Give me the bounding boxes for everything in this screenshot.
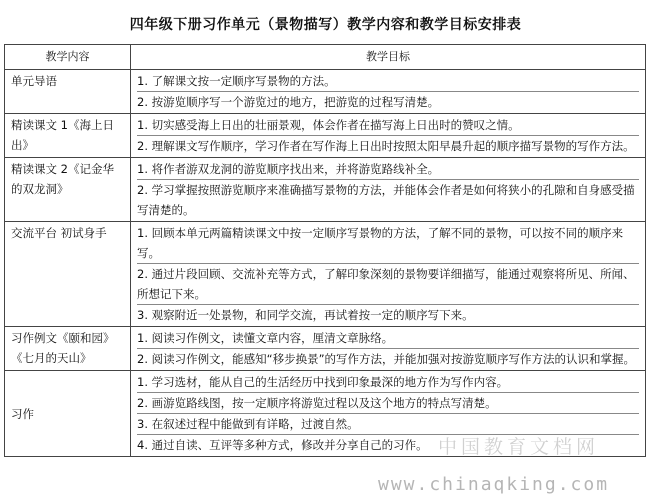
table-header-row <box>5 45 646 70</box>
goal-item: 2. 按游览顺序写一个游览过的地方，把游览的过程写清楚。 <box>137 91 639 112</box>
goal-item: 2. 理解课文写作顺序，学习作者在写作海上日出时按照太阳早晨升起的顺序描写景物的写作方法。 <box>137 135 639 156</box>
goal-item: 1. 了解课文按一定顺序写景物的方法。 <box>137 74 336 88</box>
goal-item: 4. 通过自读、互评等多种方式，修改并分享自己的习作。 <box>137 434 639 455</box>
page-title: 四年级下册习作单元（景物描写）教学内容和教学目标安排表 <box>129 17 522 33</box>
row-label: 习作例文《颐和园》《七月的天山》 <box>5 327 131 371</box>
header-content: 教学内容 <box>5 45 131 70</box>
goal-item: 1. 学习选材，能从自己的生活经历中找到印象最深的地方作为写作内容。 <box>137 375 509 389</box>
table-row <box>5 70 646 114</box>
row-goals <box>131 222 646 327</box>
table-row <box>5 327 646 371</box>
row-goals <box>131 327 646 371</box>
goal-item: 3. 观察附近一处景物，和同学交流，再试着按一定的顺序写下来。 <box>137 304 639 325</box>
row-label: 单元导语 <box>5 70 131 114</box>
goal-item: 1. 回顾本单元两篇精读课文中按一定顺序写景物的方法，了解不同的景物，可以按不同的顺序来写。 <box>137 226 624 260</box>
goal-item: 1. 将作者游双龙洞的游览顺序找出来，并将游览路线补全。 <box>137 162 440 176</box>
goal-item: 2. 学习掌握按照游览顺序来准确描写景物的方法，并能体会作者是如何将狭小的孔隙和自身感受描写清楚的。 <box>137 179 639 220</box>
row-label: 精读课文 1《海上日出》 <box>5 114 131 158</box>
watermark-text: 中国教育文档网 <box>438 436 600 458</box>
table-row <box>5 114 646 158</box>
table-row <box>5 222 646 327</box>
goal-item: 1. 阅读习作例文，读懂文章内容，厘清文章脉络。 <box>137 331 394 345</box>
watermark-url: www.chinaqking.com <box>378 474 610 495</box>
row-goals <box>131 158 646 222</box>
goal-item: 3. 在叙述过程中能做到有详略，过渡自然。 <box>137 413 639 434</box>
row-label: 交流平台 初试身手 <box>5 222 131 327</box>
goal-item: 1. 切实感受海上日出的壮丽景观，体会作者在描写海上日出时的赞叹之情。 <box>137 118 520 132</box>
row-goals <box>131 114 646 158</box>
table-row <box>5 158 646 222</box>
goal-item: 2. 画游览路线图，按一定顺序将游览过程以及这个地方的特点写清楚。 <box>137 392 639 413</box>
row-goals <box>131 70 646 114</box>
goal-item: 2. 阅读习作例文，能感知“移步换景”的写作方法，并能加强对按游览顺序写作方法的认识和掌握。 <box>137 348 639 369</box>
row-label: 习作 <box>5 371 131 457</box>
plan-table <box>4 44 646 457</box>
goal-item: 2. 通过片段回顾、交流补充等方式，了解印象深刻的景物要详细描写，能通过观察将所见、所闻、所想记下来。 <box>137 263 639 304</box>
header-goal: 教学目标 <box>131 45 646 70</box>
row-label: 精读课文 2《记金华的双龙洞》 <box>5 158 131 222</box>
